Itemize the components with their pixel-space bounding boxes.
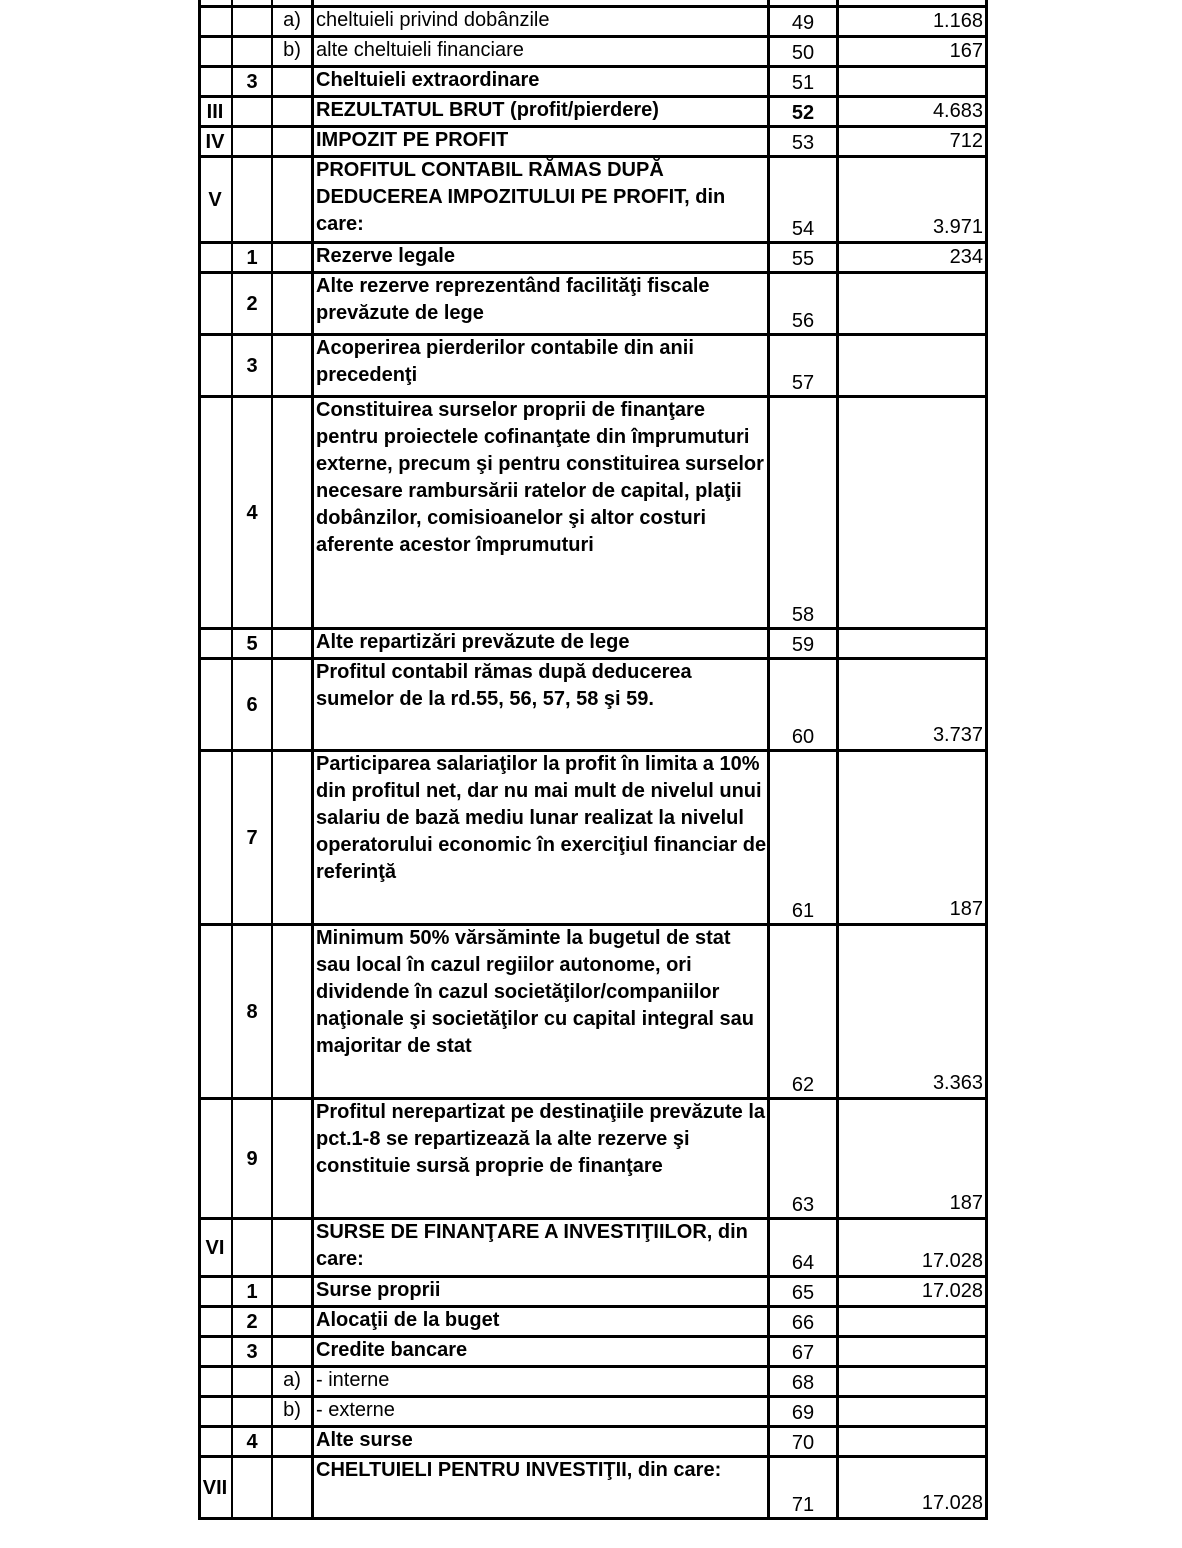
row-number: 4 bbox=[246, 1431, 258, 1453]
row-number: 7 bbox=[246, 827, 258, 849]
row-value: 712 bbox=[949, 130, 983, 152]
row-number: 3 bbox=[246, 71, 258, 93]
row-number: 1 bbox=[246, 1281, 258, 1303]
row-code: 60 bbox=[791, 726, 815, 748]
row-number: 3 bbox=[246, 355, 258, 377]
row-description: Constituirea surselor proprii de finanţare pentru proiectele cofinanţate din împrumuturi externe, precum şi pentru constituirea surselor necesare rambursării ratelor de capital, plaţii dobânzilor, comisioanelor şi altor costuri aferente acestor împrumuturi bbox=[316, 399, 764, 556]
row-number: 1 bbox=[246, 247, 258, 269]
row-value: 187 bbox=[949, 898, 983, 920]
row-sub-letter: a) bbox=[283, 1369, 301, 1391]
row-description: REZULTATUL BRUT (profit/pierdere) bbox=[316, 99, 659, 121]
row-number: 6 bbox=[246, 694, 258, 716]
row-code: 56 bbox=[791, 310, 815, 332]
row-description: Minimum 50% vărsăminte la bugetul de stat sau local în cazul regiilor autonome, ori dividende în cazul societăţilor/companiilor naţionale şi societăţilor cu capital integral sau majoritar de stat bbox=[316, 927, 754, 1057]
row-description: Profitul contabil rămas după deducerea sumelor de la rd.55, 56, 57, 58 şi 59. bbox=[316, 661, 692, 710]
column-border bbox=[198, 0, 201, 1520]
row-code: 52 bbox=[791, 102, 815, 124]
row-border bbox=[199, 1517, 987, 1520]
row-description: Alte rezerve reprezentând facilităţi fiscale prevăzute de lege bbox=[316, 275, 710, 324]
row-code: 54 bbox=[791, 218, 815, 240]
row-description: cheltuieli privind dobânzile bbox=[316, 9, 550, 31]
row-number: 9 bbox=[246, 1148, 258, 1170]
row-description: CHELTUIELI PENTRU INVESTIŢII, din care: bbox=[316, 1459, 722, 1481]
row-number: 8 bbox=[246, 1001, 258, 1023]
row-code: 64 bbox=[791, 1252, 815, 1274]
row-code: 59 bbox=[791, 634, 815, 656]
row-value: 17.028 bbox=[921, 1280, 983, 1302]
row-number: 4 bbox=[246, 502, 258, 524]
row-description: Alte repartizări prevăzute de lege bbox=[316, 631, 630, 653]
row-code: 70 bbox=[791, 1432, 815, 1454]
row-value: 3.737 bbox=[932, 724, 983, 746]
row-description: Credite bancare bbox=[316, 1339, 468, 1361]
row-roman-numeral: V bbox=[208, 189, 222, 211]
row-description: Surse proprii bbox=[316, 1279, 441, 1301]
row-description: PROFITUL CONTABIL RĂMAS DUPĂ DEDUCEREA IMPOZITULUI PE PROFIT, din care: bbox=[316, 159, 726, 235]
row-roman-numeral: VII bbox=[202, 1477, 228, 1499]
row-code: 49 bbox=[791, 12, 815, 34]
row-code: 68 bbox=[791, 1372, 815, 1394]
row-number: 3 bbox=[246, 1341, 258, 1363]
row-roman-numeral: VI bbox=[205, 1237, 225, 1259]
row-description: Alocaţii de la buget bbox=[316, 1309, 500, 1331]
row-code: 50 bbox=[791, 42, 815, 64]
row-value: 17.028 bbox=[921, 1250, 983, 1272]
row-description: - externe bbox=[316, 1399, 395, 1421]
row-value: 1.168 bbox=[932, 10, 983, 32]
row-description: - interne bbox=[316, 1369, 390, 1391]
row-roman-numeral: III bbox=[206, 101, 224, 123]
row-description: alte cheltuieli financiare bbox=[316, 39, 524, 61]
row-value: 3.363 bbox=[932, 1072, 983, 1094]
row-code: 58 bbox=[791, 604, 815, 626]
row-value: 234 bbox=[949, 246, 983, 268]
row-description: SURSE DE FINANŢARE A INVESTIŢIILOR, din care: bbox=[316, 1221, 748, 1270]
row-code: 57 bbox=[791, 372, 815, 394]
row-sub-letter: a) bbox=[283, 9, 301, 31]
row-roman-numeral: IV bbox=[205, 131, 225, 153]
row-code: 53 bbox=[791, 132, 815, 154]
row-code: 62 bbox=[791, 1074, 815, 1096]
row-code: 71 bbox=[791, 1494, 815, 1516]
row-number: 2 bbox=[246, 1311, 258, 1333]
row-value: 17.028 bbox=[921, 1492, 983, 1514]
row-code: 67 bbox=[791, 1342, 815, 1364]
row-code: 66 bbox=[791, 1312, 815, 1334]
row-code: 55 bbox=[791, 248, 815, 270]
row-description: Profitul nerepartizat pe destinaţiile prevăzute la pct.1-8 se repartizează la alte rezerve şi constituie sursă proprie de finanţare bbox=[316, 1101, 766, 1177]
row-sub-letter: b) bbox=[283, 1399, 301, 1421]
row-sub-letter: b) bbox=[283, 39, 301, 61]
row-description: Acoperirea pierderilor contabile din anii precedenţi bbox=[316, 337, 694, 386]
row-code: 61 bbox=[791, 900, 815, 922]
row-code: 65 bbox=[791, 1282, 815, 1304]
row-description: Rezerve legale bbox=[316, 245, 455, 267]
row-description: IMPOZIT PE PROFIT bbox=[316, 129, 509, 151]
row-number: 5 bbox=[246, 633, 258, 655]
row-description: Cheltuieli extraordinare bbox=[316, 69, 540, 91]
column-border bbox=[985, 0, 988, 1520]
row-code: 63 bbox=[791, 1194, 815, 1216]
row-description: Alte surse bbox=[316, 1429, 413, 1451]
row-description: Participarea salariaţilor la profit în limita a 10% din profitul net, dar nu mai mult de nivelul unui salariu de bază mediu lunar realizat la nivelul operatorului economic în exerciţiul financiar de referinţă bbox=[316, 753, 767, 883]
row-number: 2 bbox=[246, 293, 258, 315]
row-value: 3.971 bbox=[932, 216, 983, 238]
row-code: 69 bbox=[791, 1402, 815, 1424]
column-border bbox=[271, 0, 273, 1520]
row-value: 187 bbox=[949, 1192, 983, 1214]
row-code: 51 bbox=[791, 72, 815, 94]
column-border bbox=[311, 0, 314, 1520]
row-value: 4.683 bbox=[932, 100, 983, 122]
row-value: 167 bbox=[949, 40, 983, 62]
